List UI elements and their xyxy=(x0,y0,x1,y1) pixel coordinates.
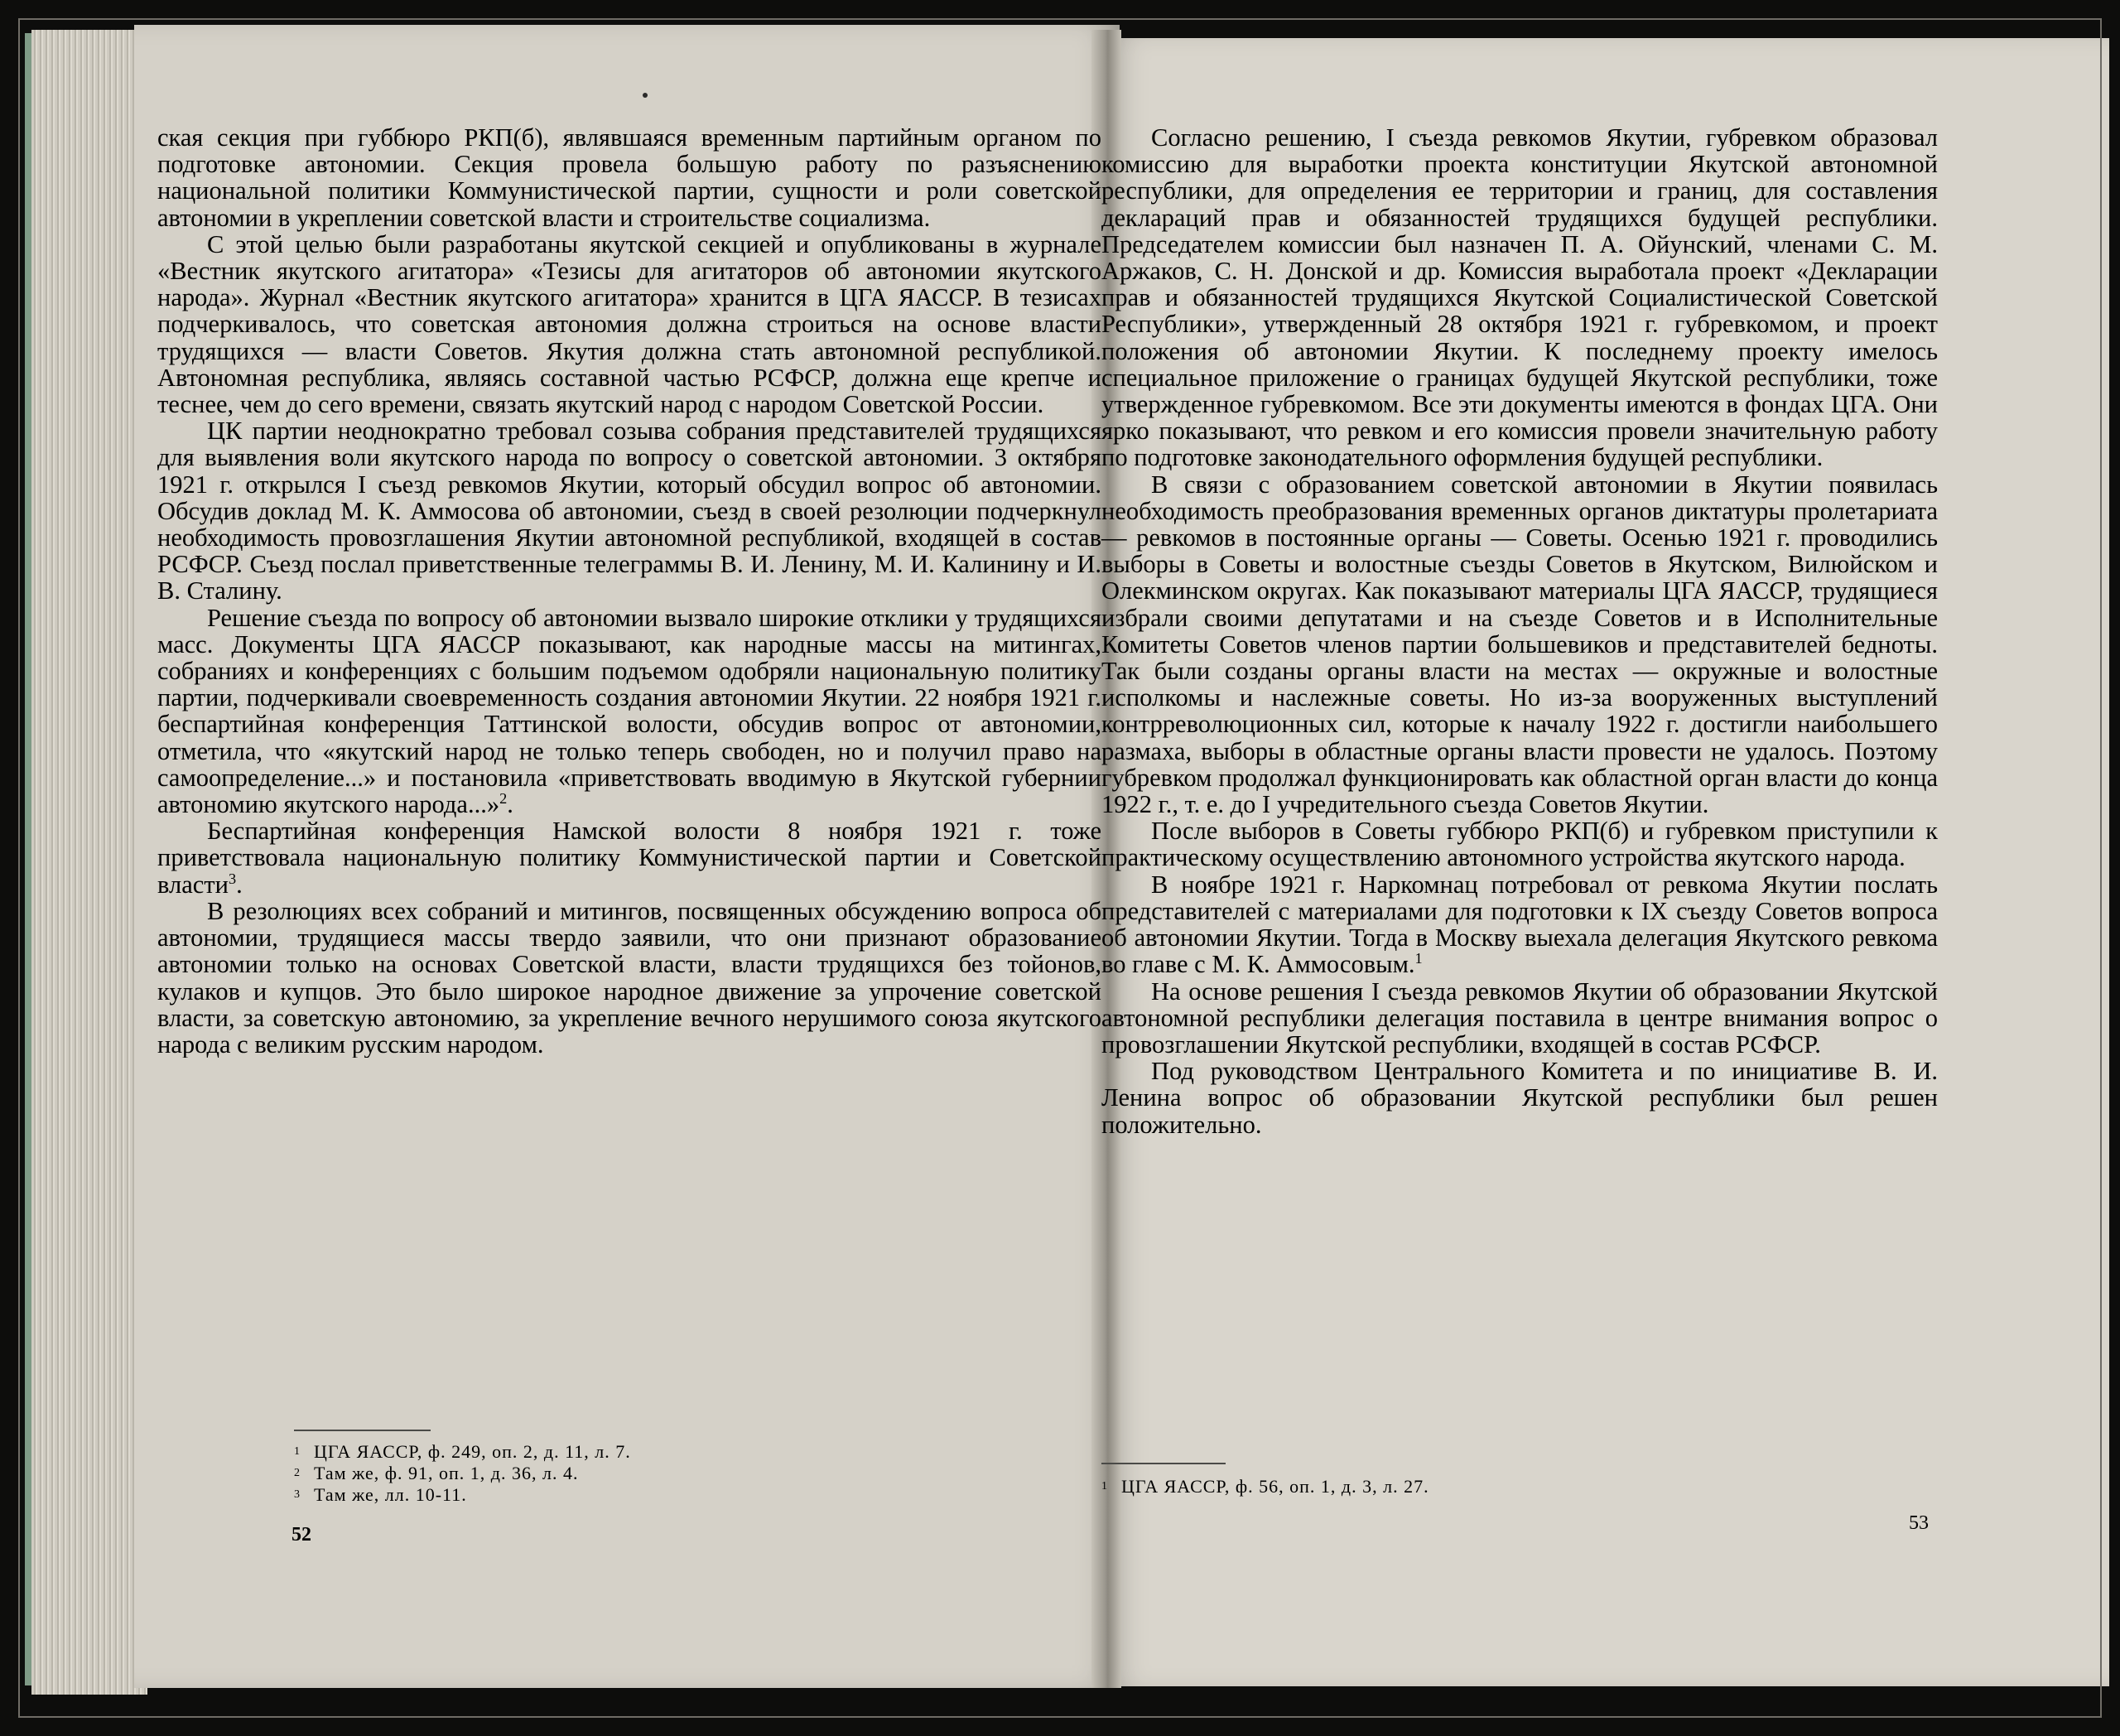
paragraph: На основе решения I съезда ревкомов Якутии об образовании Якутской автономной республики делегация поставила в центре внимания вопрос о провозглашении Якутской республики, входящей в состав РСФСР. xyxy=(1101,976,1938,1058)
footnote: 1 ЦГА ЯАССР, ф. 56, оп. 1, д. 3, л. 27. xyxy=(1101,1476,1429,1497)
page-number-left: 52 xyxy=(292,1524,311,1546)
footnote-ref: 1 xyxy=(1414,950,1423,967)
footnote: 1 ЦГА ЯАССР, ф. 249, оп. 2, д. 11, л. 7. xyxy=(294,1441,631,1462)
footnote-divider xyxy=(294,1430,431,1431)
footnote-divider xyxy=(1101,1463,1226,1464)
footnote: 3 Там же, лл. 10-11. xyxy=(294,1484,467,1505)
footnote-ref: 2 xyxy=(499,789,508,807)
left-page-body xyxy=(157,124,1101,1058)
paragraph: В резолюциях всех собраний и митингов, посвященных обсуждению вопроса об автономии, трудящиеся массы твердо заявили, что они признают образование автономии только на основах Советской власти, власти трудящихся без тойонов, кулаков и купцов. Это было широкое народное движение за упрочение советской власти, за советскую автономию, за укрепление вечного нерушимого союза якутского народа с великим русским народом. xyxy=(157,896,1101,1058)
paragraph: ЦК партии неоднократно требовал созыва собрания представителей трудящихся для выявления воли якутского народа по вопросу о советской автономии. 3 октября 1921 г. открылся I съезд ревкомов Якутии, который обсудил вопрос об автономии. Обсудив доклад М. К. Аммосова об автономии, съезд в своей резолюции подчеркнул необходимость провозглашения Якутии автономной республикой, входящей в состав РСФСР. Съезд послал приветственные телеграммы В. И. Ленину, М. И. Калинину и И. В. Сталину. xyxy=(157,417,1101,605)
paragraph: ская секция при губбюро РКП(б), являвшаяся временным партийным органом по подготовке автономии. Секция провела большую работу по разъяснению национальной политики Коммунистической партии, сущности и роли советской автономии в укреплении советской власти и строительстве социализма. xyxy=(157,124,1101,232)
page-number-right: 53 xyxy=(1909,1512,1929,1534)
footnote-ref: 3 xyxy=(228,870,237,887)
paragraph: Беспартийная конференция Намской волости 8 ноября 1921 г. тоже приветствовала национальную политику Коммунистической партии и Советской власти$^3$. xyxy=(157,817,1101,899)
paragraph: Согласно решению, I съезда ревкомов Якутии, губревком образовал комиссию для выработки проекта конституции Якутской автономной республики, для определения ее территории и границ, для составления деклараций прав и обязанностей трудящихся будущей республики. Председателем комиссии был назначен П. А. Ойунский, членами С. М. Аржаков, С. Н. Донской и др. Комиссия выработала проект «Декларации прав и обязанностей трудящихся Якутской Социалистической Советской Республики», утвержденный 28 октября 1921 г. губревкомом, и проект положения об автономии Якутии. К последнему проекту имелось специальное приложение о границах будущей Якутской республики, тоже утвержденное губревкомом. Все эти документы имеются в фондах ЦГА. Они ярко показывают, что ревком и его комиссия провели значительную работу по подготовке законодательного оформления будущей республики. xyxy=(1101,123,1938,472)
print-speck xyxy=(643,93,648,98)
paragraph: В связи с образованием советской автономии в Якутии появилась необходимость преобразования временных органов диктатуры пролетариата — ревкомов в постоянные органы — Советы. Осенью 1921 г. проводились выборы в Советы и волостные съезды Советов в Якутском, Вилюйском и Олекминском округах. Как показывают материалы ЦГА ЯАССР, трудящиеся избрали своими депутатами и на съезде Советов и в Исполнительные Комитеты Советов членов партии большевиков и представителей бедноты. Так были созданы органы власти на местах — окружные и волостные исполкомы и наслежные советы. Но из-за вооруженных выступлений контрреволюционных сил, которые к началу 1922 г. достигли наибольшего размаха, выборы в областные органы власти провести не удалось. Поэтому губревком продолжал функционировать как областной орган власти до конца 1922 г., т. е. до I учредительного съезда Советов Якутии. xyxy=(1101,470,1938,819)
footnote: 2 Там же, ф. 91, оп. 1, д. 36, л. 4. xyxy=(294,1463,579,1483)
right-page-body xyxy=(1101,124,1938,1138)
paragraph: Решение съезда по вопросу об автономии вызвало широкие отклики у трудящихся масс. Документы ЦГА ЯАССР показывают, как народные массы на митингах, собраниях и конференциях с большим подъемом одобряли национальную политику партии, подчеркивали своевременность создания автономии Якутии. 22 ноября 1921 г. беспартийная конференция Таттинской волости, обсудив вопрос от автономии, отметила, что «якутский народ не только теперь свободен, но и получил право на самоопределение...» и постановила «приветствовать вводимую в Якутской губернии автономию якутского народа...»$^2$. xyxy=(157,603,1101,819)
paragraph: Под руководством Центрального Комитета и по инициативе В. И. Ленина вопрос об образовании Якутской республики был решен положительно. xyxy=(1101,1057,1938,1139)
paragraph: После выборов в Советы губбюро РКП(б) и губревком приступили к практическому осуществлению автономного устройства якутского народа. xyxy=(1101,817,1938,872)
paragraph: С этой целью были разработаны якутской секцией и опубликованы в журнале «Вестник якутского агитатора» «Тезисы для агитаторов об автономии якутского народа». Журнал «Вестник якутского агитатора» хранится в ЦГА ЯАССР. В тезисах подчеркивалось, что советская автономия должна строиться на основе власти трудящихся — власти Советов. Якутия должна стать автономной республикой. Автономная республика, являясь составной частью РСФСР, должна еще крепче и теснее, чем до сего времени, связать якутский народ с народом Советской России. xyxy=(157,229,1101,419)
left-footnotes xyxy=(294,1441,923,1506)
right-footnotes xyxy=(1101,1476,1681,1497)
paragraph: В ноябре 1921 г. Наркомнац потребовал от ревкома Якутии послать представителей с материалами для подготовки к IX съезду Советов вопроса об автономии Якутии. Тогда в Москву выехала делегация Якутского ревкома во главе с М. К. Аммосовым.$^1$ xyxy=(1101,870,1938,979)
